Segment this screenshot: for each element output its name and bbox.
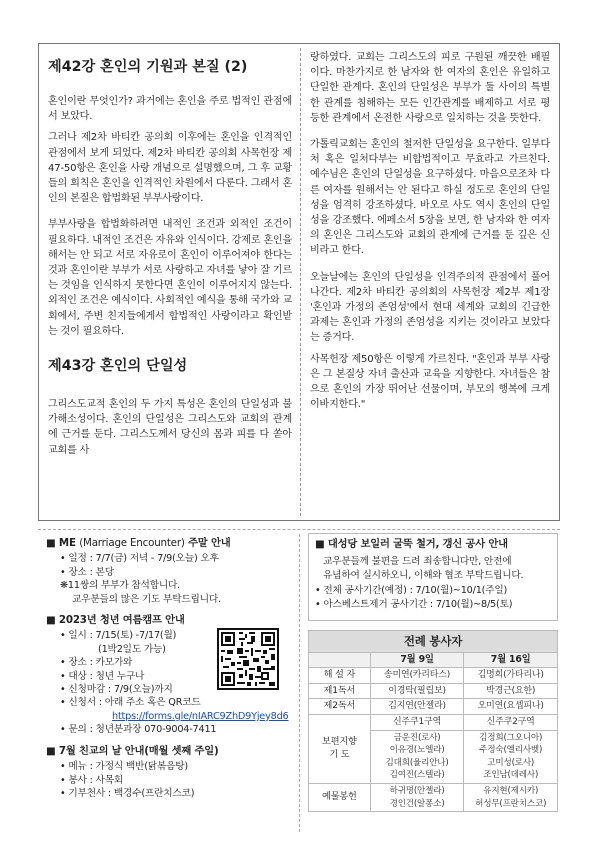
date-header: 7월 16일 xyxy=(464,652,558,668)
asbestos-period: • 아스베스트제거 공사기간 : 7/10(월)~8/5(토) xyxy=(315,599,513,611)
article-left-column xyxy=(48,58,292,464)
lesson-43-heading: 제43강 혼인의 단일성 xyxy=(48,358,188,375)
paragraph: 그러나 제2차 바티칸 공의회 이후에는 혼인을 인격적인 관점에서 보게 되었다. 제2차 바티칸 공의회 사목헌장 제47-50항은 혼인을 사랑 개념으로 설명했으며, 그 후 교황들의 회칙은 혼인을 인격적인 차원에서 다룬다. 그래서 혼인의 본질은 합법화된 부부사랑이다. xyxy=(48,132,292,205)
boiler-notice-title: ■ 대성당 보일러 굴뚝 철거, 갱신 공사 안내 xyxy=(315,538,508,550)
qr-code-icon[interactable] xyxy=(217,628,279,690)
table-row: 제2독서 김지연(안젤라) 오미연(요셉피나) xyxy=(309,699,558,715)
table-row: 제1독서 이경탁(필립보) 박경근(요한) xyxy=(309,683,558,699)
camp-target: • 대상 : 청년 누구나 xyxy=(60,670,145,682)
section-divider xyxy=(38,529,560,530)
me-notice xyxy=(46,537,294,606)
camp-deadline: • 신청마감 : 7/9(오늘)까지 xyxy=(60,684,173,696)
paragraph: 오늘날에는 혼인의 단일성을 인격주의적 관점에서 풀어나간다. 제2차 바티칸 공의회의 사목헌장 제2부 제1장 '혼인과 가정의 존엄성'에서 현대 세계와 교회의 긴급한 과제는 혼인과 가정의 존엄성을 지키는 것이라고 보았다는 증거다. xyxy=(310,271,550,344)
me-note: ❋11쌍의 부부가 참석합니다. xyxy=(60,580,181,592)
fellowship-donor: • 기부천사 : 백경수(프란치스코) xyxy=(60,787,195,799)
table-row: 예물봉헌 하귀명(안젤라) 경인건(알퐁소) 유지현(제시카) 허성무(프란치스코) xyxy=(309,783,558,811)
paragraph: 랑하였다. 교회는 그리스도의 피로 구원된 깨끗한 배필이다. 마찬가지로 한 남자와 한 여자의 혼인은 유일하고 단일한 관계다. 혼인의 단일성은 부부가 둘 사이의 특별한 관계를 침해하는 모든 인간관계를 배제하고 서로 평등한 관계에서 온전한 사랑으로 일치하는 것을 뜻한다. xyxy=(310,52,550,124)
paragraph: 부부사랑을 합법화하려면 내적인 조건과 외적인 조건이 필요하다. 내적인 조건은 자유와 인식이다. 강제로 혼인을 해서는 안 되고 서로 자유로이 혼인이 이루어져야 한다는 것과 혼인이란 부부가 서로 사랑하고 자녀를 낳아 잘 기르는 것임을 인식하지 못한다면 혼인이 이루어지지 않는다. 외적인 조건은 예식이다. 사회적인 예식을 통해 국가와 교회에서, 주변 친지들에게서 합법적인 사랑이라고 확인받는 것이 필요하다. xyxy=(48,219,292,337)
fellowship-service: • 봉사 : 사목회 xyxy=(60,774,124,786)
me-schedule: • 일정 : 7/7(금) 저녁 - 7/9(오늘) 오후 xyxy=(60,553,219,565)
fellowship-title: ■ 7월 친교의 날 안내(매월 셋째 주일) xyxy=(46,744,219,757)
camp-place: • 장소 : 카모가와 xyxy=(60,657,133,669)
column-divider xyxy=(300,48,301,516)
camp-date-note: (1박2일도 가능) xyxy=(98,643,166,655)
article-right-column xyxy=(310,50,550,418)
youth-camp-title: ■ 2023년 청년 여름캠프 안내 xyxy=(46,614,185,627)
paragraph: 가톨릭교회는 혼인의 철저한 단일성을 요구한다. 일부다처 혹은 일처다부는 비합법적이고 무효라고 가르친다. 예수님은 혼인의 단일성을 요구하셨다. 마음으로조차 다른 여자를 원해서는 안 된다고 하실 정도로 혼인의 단일성을 엄격히 강조하셨다. 바오로 사도 역시 혼인의 단일성을 강조했다. 에페소서 5장을 보면, 한 남자와 한 여자의 혼인은 그리스도와 교회의 관계에 근거를 둔 깊은 신비라고 한다. xyxy=(310,139,550,257)
camp-contact: • 문의 : 청년분과장 070-9004-7411 xyxy=(60,724,217,736)
boiler-notice xyxy=(308,533,558,621)
boiler-request: 유념하여 실시하오니, 이해와 협조 부탁드립니다. xyxy=(323,570,524,582)
paragraph: 혼인이란 무엇인가? 과거에는 혼인을 주로 법적인 관점에서 보았다. xyxy=(48,96,292,123)
boiler-apology: 교우분들께 불편을 드려 죄송합니다만, 안전에 xyxy=(323,555,512,567)
table-row: 금운진(로사) 이유경(노엘라) 김대희(율리안나) 김여진(스텔라) 김정희(그오니아) 주정숙(엘리사벳) 고미성(로사) 조인남(데레사) xyxy=(309,730,558,783)
bottom-column-divider xyxy=(299,534,300,832)
liturgy-servers-title: 전례 봉사자 xyxy=(309,631,558,653)
table-row: 보편지향 기 도 신주쿠1구역 신주쿠2구역 xyxy=(309,714,558,730)
camp-date: • 일시 : 7/15(토) -7/17(월) xyxy=(60,630,177,642)
camp-application: • 신청서 : 아래 주소 혹은 QR코드 xyxy=(60,697,201,709)
date-header: 7월 9일 xyxy=(370,652,464,668)
paragraph: 그리스도교적 혼인의 두 가지 특성은 혼인의 단일성과 불가해소성이다. 혼인의 단일성은 그리스도와 교회의 관계에 근거를 둔다. 그리스도께서 당신의 몸과 피를 다 쏟아 교회를 사 xyxy=(48,399,292,456)
empty-header xyxy=(309,652,371,668)
me-prayer-request: 교우분들의 많은 기도 부탁드립니다. xyxy=(72,593,221,605)
boiler-total-period: • 전체 공사기간(예정) : 7/10(월)~10/1(주일) xyxy=(315,584,508,596)
table-row: 해 설 자 송미연(카리타스) 김명희(가타리나) xyxy=(309,668,558,684)
me-notice-title: ■ ME (Marriage Encounter) 주말 안내 xyxy=(46,537,231,549)
fellowship-notice xyxy=(46,745,294,801)
paragraph: 사목헌장 제50항은 이렇게 가르친다. "혼인과 부부 사랑은 그 본질상 자녀 출산과 교육을 지향한다. 자녀들은 참으로 혼인의 가장 뛰어난 선물이며, 부모의 행복에 크게 이바지한다." xyxy=(310,353,550,411)
fellowship-menu: • 메뉴 : 가정식 백반(닭볶음탕) xyxy=(60,761,188,773)
me-place: • 장소 : 본당 xyxy=(60,566,114,578)
liturgy-servers-table xyxy=(308,630,558,812)
camp-form-link[interactable]: https://forms.gle/nIARC9ZhD9Yjey8d6 xyxy=(112,710,289,722)
notices-right xyxy=(308,533,558,812)
lesson-42-heading: 제42강 혼인의 기원과 본질 (2) xyxy=(48,59,248,75)
